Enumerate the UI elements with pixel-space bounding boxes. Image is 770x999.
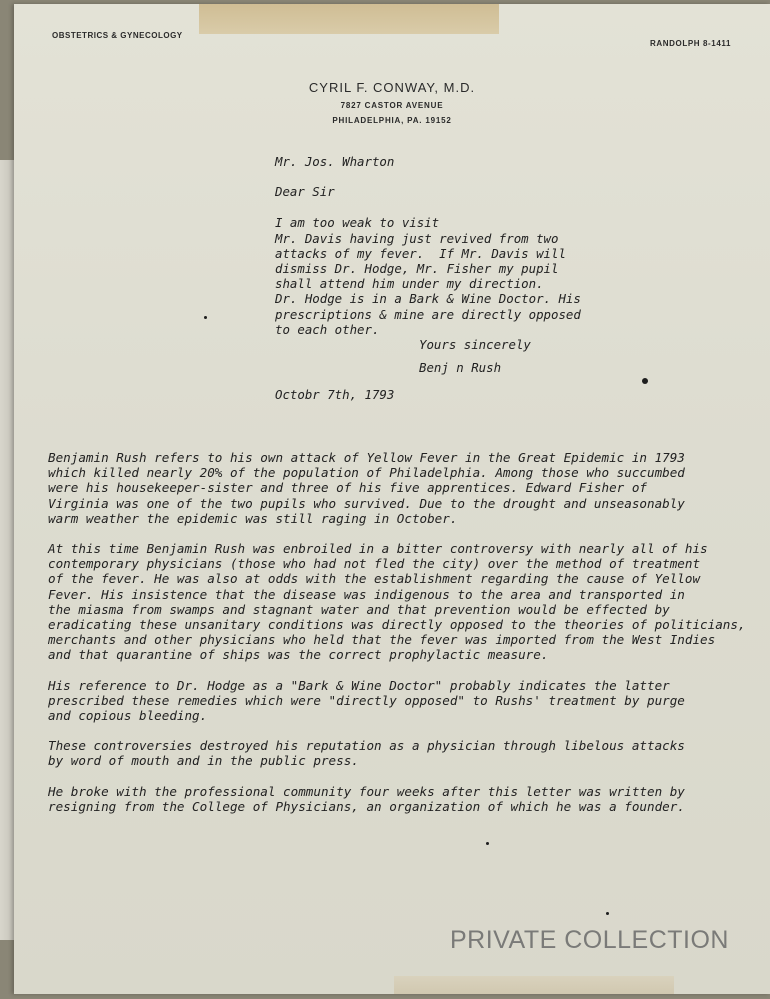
note-line: Fever. His insistence that the disease was indigenous to the area and transported in [48,586,685,602]
note-line: of the fever. He was also at odds with the establishment regarding the cause of Yellow [48,571,701,587]
watermark: PRIVATE COLLECTION [450,926,729,954]
note-line: were his housekeeper-sister and three of his five apprentices. Edward Fisher of [48,480,647,496]
note-line: the miasma from swamps and stagnant water and that prevention would be effected by [48,601,670,617]
note-line: At this time Benjamin Rush was enbroiled in a bitter controversy with nearly all of his [48,541,708,557]
note-line: which killed nearly 20% of the population of Philadelphia. Among those who succumbed [48,465,685,481]
note-line: eradicating these unsanitary conditions was directly opposed to the theories of politicians, [48,617,746,633]
note-paragraph [48,541,748,663]
note-line: Virginia was one of the two pupils who survived. Due to the drought and unseasonably [48,495,685,511]
letter-salutation: Dear Sir [275,184,335,200]
letterhead-name: CYRIL F. CONWAY, M.D. [308,80,476,95]
note-paragraph [48,678,748,724]
note-line: These controversies destroyed his reputation as a physician through libelous attacks [48,738,685,754]
transcribed-letter [275,154,675,403]
letter-body-line: Dr. Hodge is in a Bark & Wine Doctor. His [275,291,581,307]
letter-recipient: Mr. Jos. Wharton [275,154,395,169]
ink-spot [642,378,648,384]
letter-body-line: prescriptions & mine are directly opposed [275,306,581,322]
letter-date: Octobr 7th, 1793 [275,387,395,403]
letterhead-specialty: OBSTETRICS & GYNECOLOGY [52,31,183,40]
historical-notes [48,450,748,829]
ink-spot [204,316,207,319]
letter-body-line: attacks of my fever. If Mr. Davis will [275,245,566,261]
letter-body-line: shall attend him under my direction. [275,276,544,292]
letter-body-line: dismiss Dr. Hodge, Mr. Fisher my pupil [275,261,559,277]
letterhead-address-street: 7827 CASTOR AVENUE [340,101,444,110]
note-line: and that quarantine of ships was the correct prophylactic measure. [48,647,549,663]
letter-body-line: Mr. Davis having just revived from two [275,230,559,246]
note-line: merchants and other physicians who held that the fever was imported from the West Indies [48,632,716,648]
letter-closing: Yours sincerely [419,337,531,353]
document-page [14,4,770,994]
note-paragraph [48,450,748,526]
letter-signature: Benj n Rush [419,360,502,376]
ink-spot [486,842,489,845]
tape-strip-top [199,4,499,34]
note-line: by word of mouth and in the public press. [48,753,359,769]
note-line: His reference to Dr. Hodge as a "Bark & Wine Doctor" probably indicates the latter [48,677,670,693]
letter-body-line: I am too weak to visit [275,215,440,231]
note-line: contemporary physicians (those who had not fled the city) over the method of treatment [48,556,701,572]
note-paragraph [48,738,748,768]
note-line: resigning from the College of Physicians, an organization of which he was a founder. [48,798,685,814]
note-line: Benjamin Rush refers to his own attack of Yellow Fever in the Great Epidemic in 1793 [48,450,685,465]
note-line: prescribed these remedies which were "directly opposed" to Rushs' treatment by purge [48,692,685,708]
ink-spot [606,912,609,915]
tape-strip-bottom [394,976,674,994]
note-line: He broke with the professional community four weeks after this letter was written by [48,783,685,799]
note-paragraph [48,784,748,814]
note-line: and copious bleeding. [48,708,208,724]
letterhead-phone: RANDOLPH 8-1411 [650,39,732,48]
note-line: warm weather the epidemic was still raging in October. [48,510,458,526]
letterhead-address-city: PHILADELPHIA, PA. 19152 [332,116,452,125]
letter-body-line: to each other. [275,321,380,337]
